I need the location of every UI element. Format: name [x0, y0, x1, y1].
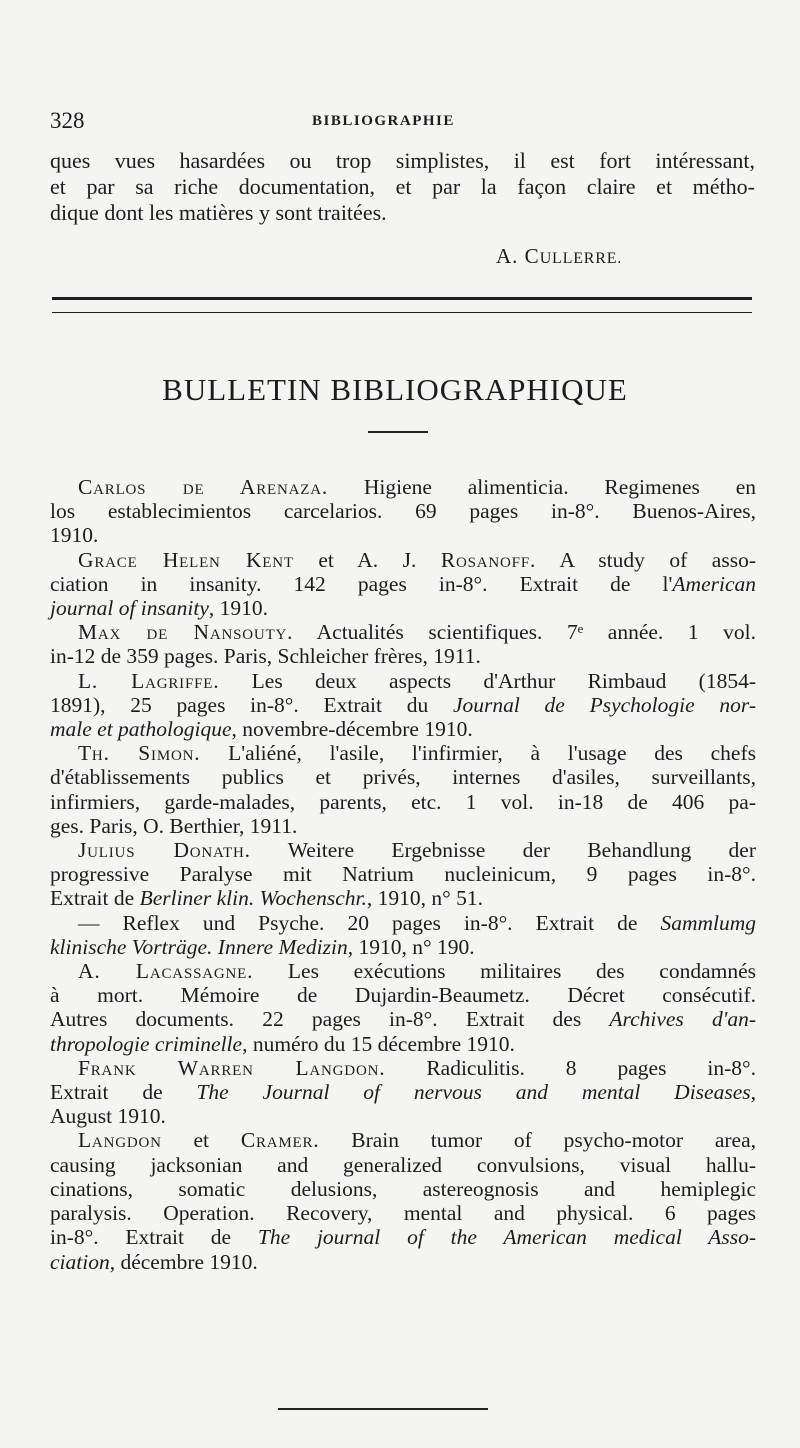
text-line: cinations, somatic delusions, astereognosis and hemiplegic: [50, 1176, 756, 1201]
signature-surname: ULLERRE.: [539, 250, 623, 267]
journal-title: The journal of the American medical Asso-: [257, 1225, 756, 1250]
entry-author: A. Lacassagne.: [78, 959, 254, 984]
text-line: in-8°. Extrait de The journal of the American medical Asso-: [50, 1225, 756, 1250]
running-head: [50, 108, 750, 138]
bibliography-entry: [50, 1056, 756, 1129]
text-line: ges. Paris, O. Berthier, 1911.: [50, 813, 298, 838]
text-line: in-12 de 359 pages. Paris, Schleicher frères, 1911.: [50, 644, 481, 669]
bibliography-entry: [50, 741, 756, 838]
text-line: Th. Simon. L'aliéné, l'asile, l'infirmier, à l'usage des chefs: [78, 741, 757, 766]
text-line: paralysis. Operation. Recovery, mental and physical. 6 pages: [50, 1201, 756, 1226]
entry-author: Julius Donath.: [78, 838, 251, 863]
bibliography-entry: [50, 838, 756, 911]
entry-author: Max de Nansouty.: [78, 620, 294, 645]
text-line: ques vues hasardées ou trop simplistes, il est fort intéressant,: [50, 148, 755, 173]
text-line: Grace Helen Kent et A. J. Rosanoff. A study of asso-: [78, 547, 756, 572]
text-line: progressive Paralyse mit Natrium nucleinicum, 9 pages in-8°.: [50, 862, 756, 887]
previous-review-ending: [50, 148, 755, 226]
journal-title: Archives d'an-: [609, 1007, 756, 1032]
text-line: 1891), 25 pages in-8°. Extrait du Journal de Psychologie nor-: [50, 692, 756, 717]
text-line: ciation in insanity. 142 pages in-8°. Extrait de l'American: [50, 571, 756, 596]
journal-title: American: [672, 571, 756, 596]
journal-title: journal of insanity: [50, 596, 209, 621]
text-line: à mort. Mémoire de Dujardin-Beaumetz. Décret consécutif.: [50, 983, 756, 1008]
text-line: klinische Vorträge. Innere Medizin, 1910, n° 190.: [50, 934, 475, 959]
text-line: ciation, décembre 1910.: [50, 1249, 258, 1274]
entry-author: Rosanoff.: [440, 547, 537, 572]
section-rule-thick: [52, 297, 752, 300]
text-line: — Reflex und Psyche. 20 pages in-8°. Extrait de Sammlumg: [78, 910, 756, 935]
text-line: infirmiers, garde-malades, parents, etc. 1 vol. in-18 de 406 pa-: [50, 789, 756, 814]
entry-author: Th. Simon.: [78, 741, 201, 766]
journal-title: Berliner klin. Wochenschr.: [139, 886, 367, 911]
bibliography-entry: [50, 475, 756, 548]
running-title: BIBLIOGRAPHIE: [312, 113, 455, 129]
end-rule: [278, 1408, 488, 1410]
bibliography-list: [50, 475, 756, 1274]
entry-author: Langdon: [78, 1128, 162, 1153]
bibliography-entry: [50, 1128, 756, 1273]
signature-initial: A. C: [496, 244, 540, 268]
title-divider: [368, 431, 428, 433]
bibliography-entry: [50, 911, 756, 959]
text-line: dique dont les matières y sont traitées.: [50, 200, 387, 225]
entry-author: Frank Warren Langdon.: [78, 1055, 386, 1080]
journal-title: ciation: [50, 1249, 110, 1274]
text-line: Carlos de Arenaza. Higiene alimenticia. Regimenes en: [78, 475, 756, 499]
bibliography-entry: [50, 669, 756, 742]
text-line: Julius Donath. Weitere Ergebnisse der Behandlung der: [78, 838, 756, 863]
journal-title: klinische Vorträge. Innere Medizin: [50, 934, 348, 959]
entry-author: Grace Helen Kent: [78, 547, 294, 572]
text-line: Autres documents. 22 pages in-8°. Extrait des Archives d'an-: [50, 1007, 756, 1032]
journal-title: Sammlumg: [660, 910, 756, 935]
section-rule-thin: [52, 312, 752, 313]
bibliography-entry: [50, 620, 756, 668]
journal-title: Journal de Psychologie nor-: [452, 692, 756, 717]
text-line: August 1910.: [50, 1104, 166, 1129]
journal-title: thropologie criminelle: [50, 1031, 243, 1056]
text-line: male et pathologique, novembre-décembre 1910.: [50, 717, 473, 742]
journal-title: The Journal of nervous and mental Diseases: [196, 1080, 751, 1105]
text-line: Frank Warren Langdon. Radiculitis. 8 pages in-8°.: [78, 1055, 756, 1080]
text-line: journal of insanity, 1910.: [50, 596, 268, 621]
section-title: BULLETIN BIBLIOGRAPHIQUE: [162, 372, 628, 407]
text-line: Max de Nansouty. Actualités scientifiques. 7ᵉ année. 1 vol.: [78, 620, 756, 645]
text-line: Extrait de Berliner klin. Wochenschr., 1910, n° 51.: [50, 886, 483, 911]
text-line: los establecimientos carcelarios. 69 pages in-8°. Buenos-Aires,: [50, 499, 756, 524]
entry-author: Cramer.: [240, 1128, 320, 1153]
text-line: causing jacksonian and generalized convulsions, visual hallu-: [50, 1152, 756, 1177]
bibliography-entry: [50, 548, 756, 621]
text-line: et par sa riche documentation, et par la façon claire et métho-: [50, 174, 755, 199]
text-line: A. Lacassagne. Les exécutions militaires des condamnés: [78, 959, 756, 984]
review-signature: [496, 244, 622, 269]
text-line: 1910.: [50, 523, 99, 548]
text-line: thropologie criminelle, numéro du 15 décembre 1910.: [50, 1031, 515, 1056]
journal-title: male et pathologique: [50, 717, 232, 742]
entry-author: L. Lagriffe.: [78, 668, 220, 693]
bibliography-entry: [50, 959, 756, 1056]
text-line: Extrait de The Journal of nervous and mental Diseases,: [50, 1080, 756, 1105]
entry-author: Carlos de Arenaza.: [78, 475, 329, 499]
text-line: d'établissements publics et privés, internes d'asiles, surveillants,: [50, 765, 756, 790]
text-line: L. Lagriffe. Les deux aspects d'Arthur Rimbaud (1854-: [78, 668, 756, 693]
text-line: Langdon et Cramer. Brain tumor of psycho-motor area,: [78, 1128, 756, 1153]
page-number: 328: [50, 108, 85, 133]
